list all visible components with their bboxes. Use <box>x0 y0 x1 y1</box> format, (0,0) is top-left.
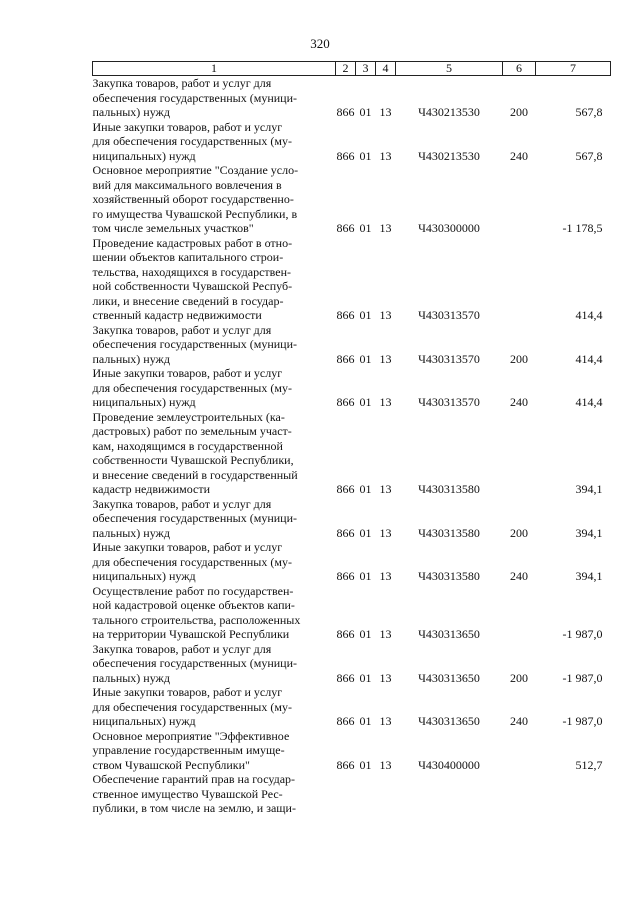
row-description: Закупка товаров, работ и услуг для обеспечения государственных (муници- пальных) нужд <box>92 322 298 366</box>
section-code: 01 <box>359 351 372 366</box>
subsection-code: 13 <box>379 525 392 540</box>
target-article-code: Ч430313570 <box>418 351 480 366</box>
subsection-code: 13 <box>379 221 392 235</box>
table-row <box>93 772 611 816</box>
ministry-code: 866 <box>336 627 355 641</box>
subsection-code: 13 <box>379 627 392 641</box>
amount: 394,1 <box>575 525 603 540</box>
column-header: 2 <box>336 62 356 76</box>
section-code: 01 <box>359 569 372 583</box>
expense-type-code: 200 <box>510 105 528 119</box>
expense-type-code: 240 <box>510 395 528 409</box>
section-code: 01 <box>359 714 372 728</box>
target-article-code: Ч430313650 <box>418 670 480 685</box>
budget-table <box>92 61 611 816</box>
expense-type-code <box>503 410 536 497</box>
table-row <box>93 497 611 541</box>
target-article-code <box>396 772 503 816</box>
row-description: Иные закупки товаров, работ и услуг для обеспечения государственных (му- ниципальных) нужд <box>92 540 292 583</box>
section-code: 01 <box>359 105 372 119</box>
row-description: Основное мероприятие "Эффективное управление государственным имуще- ством Чувашской Республики" <box>92 728 290 772</box>
section-code: 01 <box>359 395 372 409</box>
ministry-code: 866 <box>336 148 355 163</box>
subsection-code: 13 <box>379 714 392 728</box>
ministry-code: 866 <box>336 525 355 540</box>
amount: -1 178,5 <box>562 221 603 235</box>
ministry-code: 866 <box>336 308 355 322</box>
expense-type-code: 240 <box>510 148 528 163</box>
section-code: 01 <box>359 148 372 163</box>
ministry-code: 866 <box>336 714 355 728</box>
amount: -1 987,0 <box>562 714 603 728</box>
target-article-code: Ч430313580 <box>418 569 480 583</box>
page-number: 320 <box>310 36 330 51</box>
amount: 394,1 <box>575 569 603 583</box>
subsection-code: 13 <box>379 395 392 409</box>
target-article-code: Ч430313580 <box>418 525 480 540</box>
target-article-code: Ч430313650 <box>418 714 480 728</box>
ministry-code: 866 <box>336 757 355 772</box>
amount: -1 987,0 <box>562 670 603 685</box>
table-row <box>93 323 611 367</box>
column-header: 6 <box>503 62 536 76</box>
section-code: 01 <box>359 757 372 772</box>
ministry-code <box>336 772 356 816</box>
expense-type-code: 240 <box>510 714 528 728</box>
row-description: Закупка товаров, работ и услуг для обеспечения государственных (муници- пальных) нужд <box>92 496 298 540</box>
target-article-code: Ч430213530 <box>418 105 480 119</box>
subsection-code: 13 <box>379 757 392 772</box>
section-code: 01 <box>359 221 372 235</box>
row-description: Закупка товаров, работ и услуг для обеспечения государственных (муници- пальных) нужд <box>92 641 298 685</box>
row-description: Иные закупки товаров, работ и услуг для обеспечения государственных (му- ниципальных) нужд <box>92 366 292 409</box>
column-header: 5 <box>396 62 503 76</box>
column-header: 7 <box>536 62 611 76</box>
amount: 394,1 <box>575 482 603 496</box>
section-code: 01 <box>359 482 372 496</box>
subsection-code <box>376 772 396 816</box>
table-row <box>93 236 611 323</box>
amount: 414,4 <box>575 395 603 409</box>
target-article-code: Ч430313570 <box>418 395 480 409</box>
ministry-code: 866 <box>336 105 355 119</box>
section-code: 01 <box>359 525 372 540</box>
target-article-code: Ч430400000 <box>418 757 480 772</box>
section-code: 01 <box>359 308 372 322</box>
subsection-code: 13 <box>379 148 392 163</box>
amount: 567,8 <box>575 148 603 163</box>
row-description: Осуществление работ по государствен- ной кадастровой оценке объектов капи- тального строительства, расположенных на территории Чувашской Республики <box>92 583 301 641</box>
table-row <box>93 120 611 164</box>
subsection-code: 13 <box>379 351 392 366</box>
row-description: Обеспечение гарантий прав на государ- ственное имущество Чувашской Рес- публики, в том числе на землю, и защи- <box>92 772 296 815</box>
section-code <box>356 772 376 816</box>
subsection-code: 13 <box>379 105 392 119</box>
target-article-code: Ч430300000 <box>418 221 480 235</box>
ministry-code: 866 <box>336 221 355 235</box>
section-code: 01 <box>359 670 372 685</box>
row-description: Проведение землеустроительных (ка- дастровых) работ по земельным участ- кам, находящимся в государственной собственности Чувашской Республики, и внесение сведений в государственный кадастр недвижимости <box>92 409 298 496</box>
expense-type-code: 240 <box>510 569 528 583</box>
amount: -1 987,0 <box>562 627 603 641</box>
table-row <box>93 410 611 497</box>
expense-type-code: 200 <box>510 670 528 685</box>
table-row <box>93 729 611 773</box>
expense-type-code <box>503 163 536 236</box>
amount <box>536 772 611 816</box>
target-article-code: Ч430313580 <box>418 482 480 496</box>
ministry-code: 866 <box>336 670 355 685</box>
ministry-code: 866 <box>336 351 355 366</box>
table-row <box>93 366 611 410</box>
table-row <box>93 163 611 236</box>
header-row <box>93 62 611 76</box>
ministry-code: 866 <box>336 569 355 583</box>
subsection-code: 13 <box>379 670 392 685</box>
column-header: 3 <box>356 62 376 76</box>
amount: 512,7 <box>575 757 603 772</box>
row-description: Иные закупки товаров, работ и услуг для обеспечения государственных (му- ниципальных) нужд <box>92 119 292 163</box>
row-description: Основное мероприятие "Создание усло- вий для максимального вовлечения в хозяйственный оборот государственно- го имущества Чувашской Республики, в том числе земельных участков" <box>92 163 299 235</box>
target-article-code: Ч430313650 <box>418 627 480 641</box>
column-header: 4 <box>376 62 396 76</box>
subsection-code: 13 <box>379 308 392 322</box>
expense-type-code: 200 <box>510 351 528 366</box>
expense-type-code <box>503 729 536 773</box>
table-row <box>93 685 611 729</box>
amount: 414,4 <box>575 351 603 366</box>
row-description: Закупка товаров, работ и услуг для обеспечения государственных (муници- пальных) нужд <box>92 76 298 119</box>
amount: 567,8 <box>575 105 603 119</box>
ministry-code: 866 <box>336 482 355 496</box>
table-row <box>93 584 611 642</box>
table-row <box>93 642 611 686</box>
target-article-code: Ч430313570 <box>418 308 480 322</box>
section-code: 01 <box>359 627 372 641</box>
row-description: Проведение кадастровых работ в отно- шении объектов капитального строи- тельства, находящихся в государствен- ной собственности Чувашской Респуб- лики, и внесение сведений в государ- ственный кадастр недвижимости <box>92 235 293 322</box>
expense-type-code <box>503 236 536 323</box>
table-row <box>93 540 611 584</box>
column-header: 1 <box>93 62 336 76</box>
amount: 414,4 <box>575 308 603 322</box>
table-row <box>93 76 611 120</box>
expense-type-code <box>503 772 536 816</box>
subsection-code: 13 <box>379 569 392 583</box>
expense-type-code <box>503 584 536 642</box>
row-description: Иные закупки товаров, работ и услуг для обеспечения государственных (му- ниципальных) нужд <box>92 685 292 728</box>
target-article-code: Ч430213530 <box>418 148 480 163</box>
expense-type-code: 200 <box>510 525 528 540</box>
ministry-code: 866 <box>336 395 355 409</box>
subsection-code: 13 <box>379 482 392 496</box>
